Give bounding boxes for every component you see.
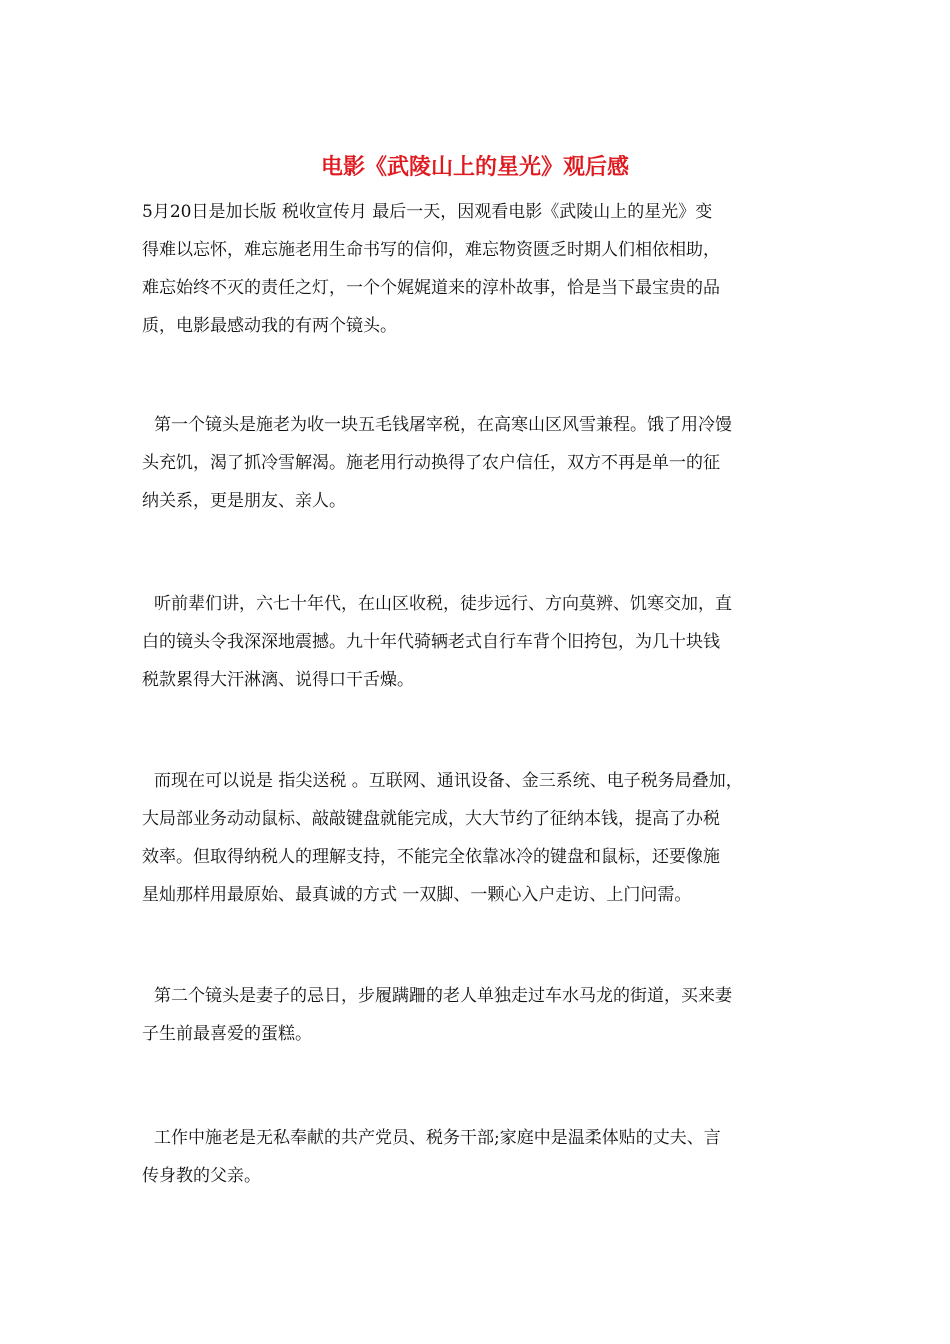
paragraph-line: 效率。但取得纳税人的理解支持，不能完全依靠冰冷的键盘和鼠标，还要像施 (142, 847, 720, 867)
paragraph-line: 头充饥，渴了抓冷雪解渴。施老用行动换得了农户信任，双方不再是单一的征 (142, 453, 720, 473)
paragraph-line: 大局部业务动动鼠标、敲敲键盘就能完成，大大节约了征纳本钱，提高了办税 (142, 809, 720, 829)
paragraph-line: 纳关系，更是朋友、亲人。 (142, 491, 346, 511)
paragraph-line: 质，电影最感动我的有两个镜头。 (142, 316, 397, 336)
paragraph-intro (142, 193, 812, 345)
paragraph-line: 听前辈们讲，六七十年代，在山区收税，徒步远行、方向莫辨、饥寒交加，直 (154, 594, 732, 614)
paragraph-line: 5月20日是加长版 税收宣传月 最后一天，因观看电影《武陵山上的星光》变 (142, 202, 713, 222)
paragraph-history (142, 585, 812, 699)
paragraph-line: 税款累得大汗淋漓、说得口干舌燥。 (142, 670, 414, 690)
document-title: 电影《武陵山上的星光》观后感 (320, 154, 629, 180)
paragraph-line: 第一个镜头是施老为收一块五毛钱屠宰税，在高寒山区风雪兼程。饿了用冷馒 (154, 415, 732, 435)
paragraph-line: 工作中施老是无私奉献的共产党员、税务干部;家庭中是温柔体贴的丈夫、言 (154, 1128, 721, 1148)
paragraph-line: 第二个镜头是妻子的忌日，步履蹒跚的老人单独走过车水马龙的街道，买来妻 (154, 986, 732, 1006)
paragraph-line: 难忘始终不灭的责任之灯，一个个娓娓道来的淳朴故事，恰是当下最宝贵的品 (142, 278, 720, 298)
paragraph-present (142, 762, 812, 914)
paragraph-conclusion (142, 1119, 812, 1195)
paragraph-line: 子生前最喜爱的蛋糕。 (142, 1024, 312, 1044)
paragraph-line: 传身教的父亲。 (142, 1166, 261, 1186)
paragraph-second-scene (142, 977, 812, 1053)
paragraph-line: 得难以忘怀，难忘施老用生命书写的信仰，难忘物资匮乏时期人们相依相助， (142, 240, 720, 260)
paragraph-first-scene (142, 406, 812, 520)
paragraph-line: 而现在可以说是 指尖送税 。互联网、通讯设备、金三系统、电子税务局叠加， (154, 771, 743, 791)
paragraph-line: 白的镜头令我深深地震撼。九十年代骑辆老式自行车背个旧挎包，为几十块钱 (142, 632, 720, 652)
paragraph-line: 星灿那样用最原始、最真诚的方式 一双脚、一颗心入户走访、上门问需。 (142, 885, 692, 905)
